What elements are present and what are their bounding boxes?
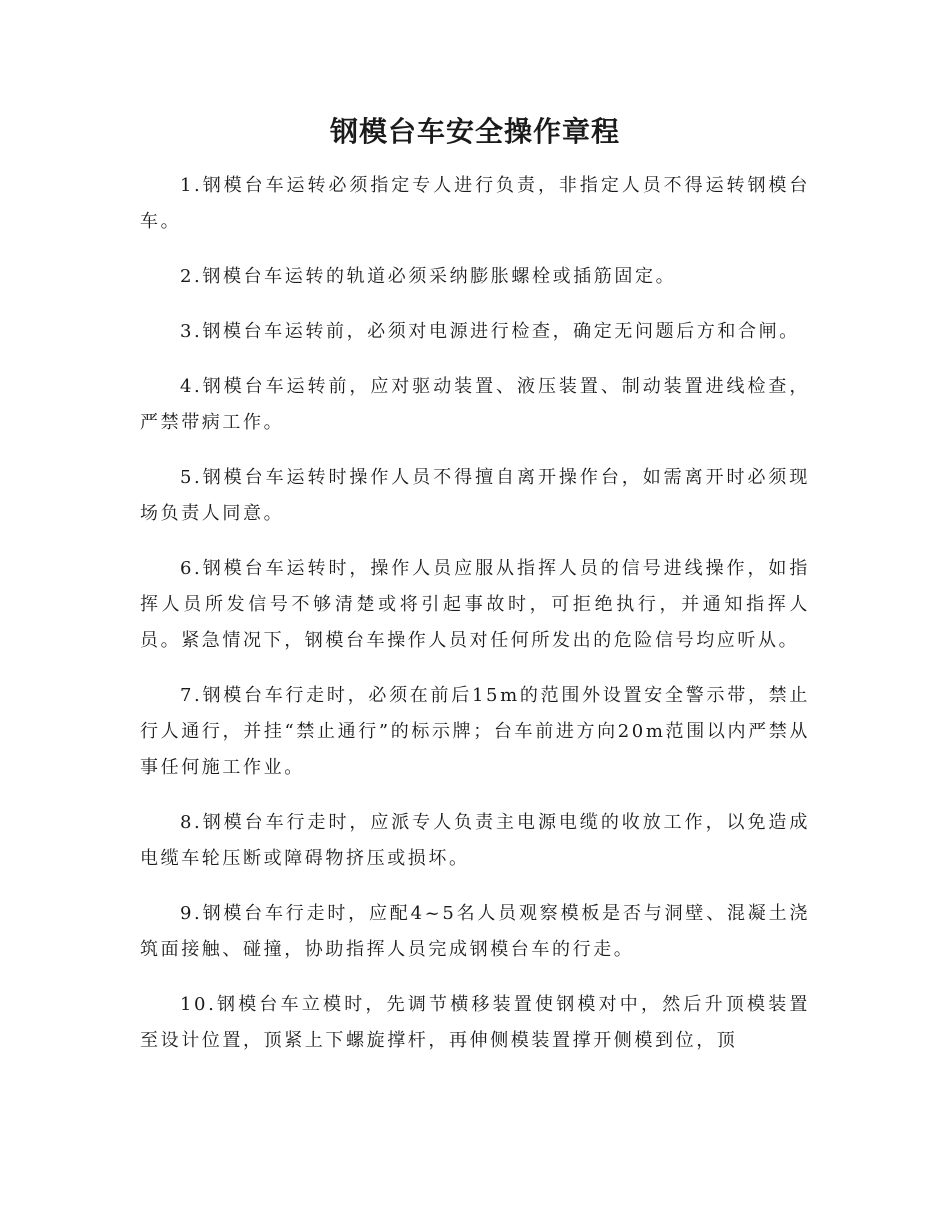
paragraph-rule-7: 7.钢模台车行走时，必须在前后15m的范围外设置安全警示带，禁止行人通行，并挂“禁止通行”的标示牌；台车前进方向20m范围以内严禁从事任何施工作业。 bbox=[140, 685, 810, 778]
paragraph-rule-10: 10.钢模台车立模时，先调节横移装置使钢模对中，然后升顶模装置至设计位置，顶紧上下螺旋撑杆，再伸侧模装置撑开侧模到位，顶 bbox=[140, 994, 810, 1051]
document-title: 钢模台车安全操作章程 bbox=[329, 115, 620, 148]
paragraph-rule-3: 3.钢模台车运转前，必须对电源进行检查，确定无问题后方和合闸。 bbox=[180, 321, 800, 342]
paragraph-rule-4: 4.钢模台车运转前，应对驱动装置、液压装置、制动装置进线检查，严禁带病工作。 bbox=[140, 376, 810, 433]
paragraph-rule-9: 9.钢模台车行走时，应配4~5名人员观察模板是否与洞壁、混凝土浇筑面接触、碰撞，协助指挥人员完成钢模台车的行走。 bbox=[140, 903, 810, 960]
paragraph-rule-2: 2.钢模台车运转的轨道必须采纳膨胀螺栓或插筋固定。 bbox=[180, 266, 677, 287]
paragraph-rule-6: 6.钢模台车运转时，操作人员应服从指挥人员的信号进线操作，如指挥人员所发信号不够清楚或将引起事故时，可拒绝执行，并通知指挥人员。紧急情况下，钢模台车操作人员对任何所发出的危险信号均应听从。 bbox=[140, 558, 810, 651]
paragraph-rule-1: 1.钢模台车运转必须指定专人进行负责，非指定人员不得运转钢模台车。 bbox=[140, 175, 810, 232]
paragraph-rule-5: 5.钢模台车运转时操作人员不得擅自离开操作台，如需离开时必须现场负责人同意。 bbox=[140, 467, 810, 524]
paragraph-rule-8: 8.钢模台车行走时，应派专人负责主电源电缆的收放工作，以免造成电缆车轮压断或障碍物挤压或损坏。 bbox=[140, 812, 810, 869]
